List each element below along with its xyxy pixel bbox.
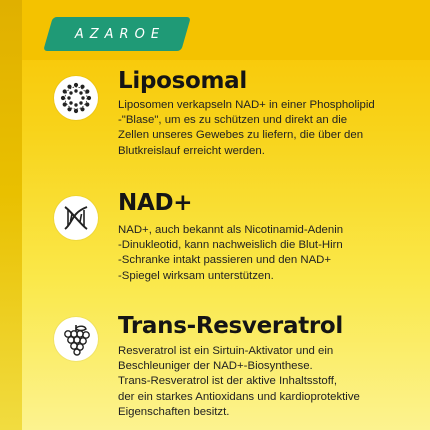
section-description (118, 223, 418, 284)
description-line: -Schranke intakt passieren und den NAD+ (118, 254, 332, 267)
section-title: Trans-Resveratrol (118, 313, 344, 339)
liposome-icon (54, 76, 98, 120)
section-title: Liposomal (118, 68, 247, 94)
dna-icon (54, 196, 98, 240)
description-line: Beschleuniger der NAD+-Biosynthese. (118, 360, 313, 373)
description-line: Eigenschaften besitzt. (118, 405, 230, 418)
left-accent-strip (0, 0, 22, 430)
brand-logo-text: AZAROE (74, 26, 166, 42)
description-line: Liposomen verkapseln NAD+ in einer Phospholipid (118, 99, 375, 111)
description-line: NAD+, auch bekannt als Nicotinamid-Adenin (118, 224, 344, 236)
description-line: -Spiegel wirksam unterstützen. (118, 269, 274, 282)
grapes-icon (54, 317, 98, 361)
section-title: NAD+ (118, 190, 193, 216)
description-line: -Dinukleotid, kann nachweislich die Blut-Hirn (118, 239, 343, 252)
description-line: Resveratrol ist ein Sirtuin-Aktivator und ein (118, 345, 334, 357)
section-description (118, 344, 418, 420)
description-line: Trans-Resveratrol ist der aktive Inhaltsstoff, (118, 375, 338, 388)
description-line: Blutkreislauf erreicht werden. (118, 144, 265, 157)
description-line: der ein starkes Antioxidans und kardioprotektive (118, 390, 360, 403)
section-description (118, 98, 418, 159)
brand-logo (43, 17, 191, 51)
description-line: -"Blase", um es zu schützen und direkt an die (118, 114, 348, 127)
description-line: Zellen unseres Gewebes zu liefern, die über den (118, 129, 364, 142)
